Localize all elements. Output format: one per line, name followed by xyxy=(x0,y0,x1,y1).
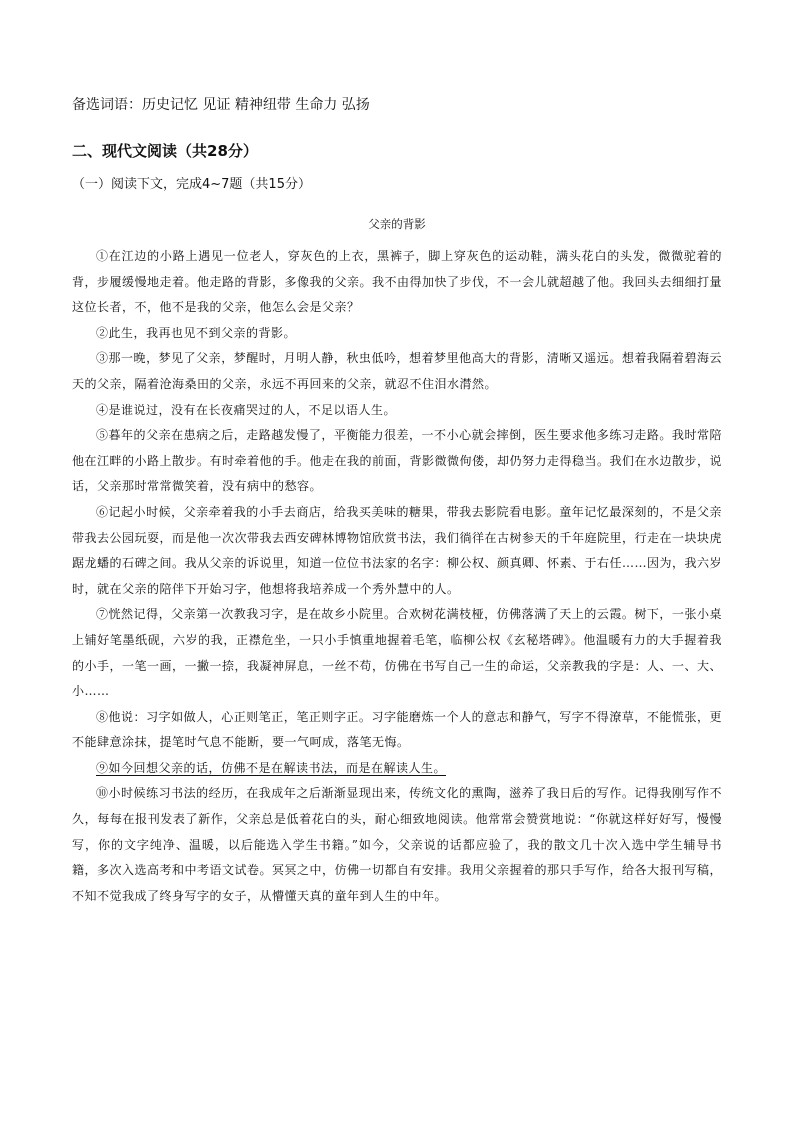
section-heading: 二、现代文阅读（共28分） xyxy=(72,142,258,160)
paragraph-6: ⑥记起小时候，父亲牵着我的小手去商店，给我买美味的糖果，带我去影院看电影。童年记忆最深刻的，不是父亲带我去公园玩耍，而是他一次次带我去西安碑林博物馆欣赏书法，我们徜徉在古树参天的千年庭院里，行走在一块块虎踞龙蟠的石碑之间。我从父亲的诉说里，知道一位位书法家的名字：柳公权、颜真卿、怀素、于右任……因为，我六岁时，就在父亲的陪伴下开始习字，他想将我培养成一个秀外慧中的人。 xyxy=(72,504,723,596)
paragraph-4: ④是谁说过，没有在长夜痛哭过的人，不足以语人生。 xyxy=(96,402,397,417)
paragraph-2: ②此生，我再也见不到父亲的背影。 xyxy=(96,325,297,340)
underlined-sentence: ⑨如今回想父亲的话，仿佛不是在解读书法，而是在解读人生。 xyxy=(96,760,447,775)
paragraph-1: ①在江边的小路上遇见一位老人，穿灰色的上衣，黑裤子，脚上穿灰色的运动鞋，满头花白的头发，微微驼着的背，步履缓慢地走着。他走路的背影，多像我的父亲。我不由得加快了步伐，不一会儿就超越了他。我回头去细细打量这位长者，不，他不是我的父亲，他怎么会是父亲？ xyxy=(72,249,723,315)
article-body xyxy=(72,244,722,909)
paragraph-5: ⑤暮年的父亲在患病之后，走路越发慢了，平衡能力很差，一不小心就会摔倒，医生要求他多练习走路。我时常陪他在江畔的小路上散步。有时牵着他的手。他走在我的前面，背影微微佝偻，却仍努力走得稳当。我们在水边散步，说话，父亲那时常常微笑着，没有病中的愁容。 xyxy=(72,428,723,494)
candidate-words: 备选词语：历史记忆 见证 精神纽带 生命力 弘扬 xyxy=(72,97,370,113)
paragraph-3: ③那一晚，梦见了父亲，梦醒时，月明人静，秋虫低吟，想着梦里他高大的背影，清晰又遥远。想着我隔着碧海云天的父亲，隔着沧海桑田的父亲，永远不再回来的父亲，就忍不住泪水潸然。 xyxy=(72,351,722,391)
article-title: 父亲的背影 xyxy=(368,217,426,231)
question-instruction: （一）阅读下文，完成4~7题（共15分） xyxy=(72,177,311,192)
paragraph-7: ⑦恍然记得，父亲第一次教我习字，是在故乡小院里。合欢树花满枝桠，仿佛落满了天上的云霞。树下，一张小桌上铺好笔墨纸砚，六岁的我，正襟危坐，一只小手慎重地握着毛笔，临柳公权《玄秘塔碑》。他温暖有力的大手握着我的小手，一笔一画，一撇一捺，我凝神屏息，一丝不苟，仿佛在书写自己一生的命运，父亲教我的字是：人、一、大、小…… xyxy=(72,607,723,699)
paragraph-10: ⑩小时候练习书法的经历，在我成年之后渐渐显现出来，传统文化的熏陶，滋养了我日后的写作。记得我刚写作不久，每每在报刊发表了新作，父亲总是低着花白的头，耐心细致地阅读。他常常会赞赏地说：“你就这样好好写，慢慢写，你的文字纯净、温暖，以后能选入学生书籍。”如今，父亲说的话都应验了，我的散文几十次入选中学生辅导书籍，多次入选高考和中考语文试卷。冥冥之中，仿佛一切都自有安排。我用父亲握着的那只手写作，给各大报刊写稿，不知不觉我成了终身写字的女子，从懵懂天真的童年到人生的中年。 xyxy=(72,786,723,903)
paragraph-9-underlined xyxy=(72,756,722,782)
paragraph-8: ⑧他说：习字如做人，心正则笔正，笔正则字正。习字能磨炼一个人的意志和静气，写字不得潦草，不能慌张，更不能肆意涂抹，提笔时气息不能断，要一气呵成，落笔无悔。 xyxy=(72,709,722,750)
